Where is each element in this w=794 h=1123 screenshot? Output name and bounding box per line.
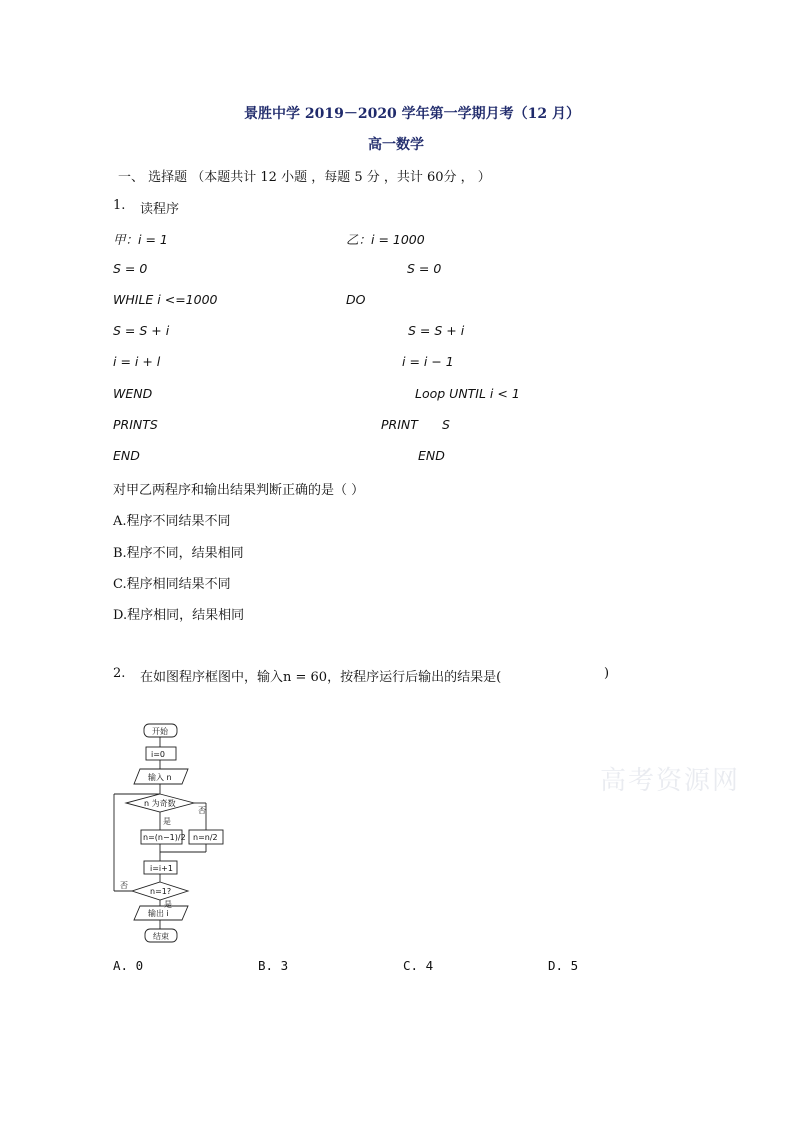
q1-right-code-line: S = S + i — [408, 323, 465, 338]
flowchart-odd-label: n=(n−1)/2 — [143, 833, 186, 842]
flowchart-output-label: 输出 i — [148, 909, 169, 918]
q2-prompt: 在如图程序框图中，输入n = 60，按程序运行后输出的结果是( — [140, 670, 502, 685]
watermark: 高考资源网 — [600, 766, 741, 796]
q1-option-d: D.程序相同，结果相同 — [113, 608, 245, 623]
q2-number: 2. — [113, 666, 126, 681]
flowchart-no2-label: 否 — [120, 881, 128, 890]
q1-left-code-line: WEND — [113, 386, 153, 401]
flowchart-even-label: n=n/2 — [193, 833, 218, 842]
q1-option-a: A.程序不同结果不同 — [113, 514, 231, 529]
flowchart-cond1-label: n 为奇数 — [144, 799, 176, 808]
q1-left-code-line: 甲：i = 1 — [113, 232, 168, 247]
q1-number: 1. — [113, 198, 126, 213]
q1-left-code-line: S = S + i — [113, 323, 170, 338]
q2-option-c: C. 4 — [403, 958, 434, 973]
section-heading: 一、 选择题 （本题共计 12 小题 ，每题 5 分 ，共计 60分 ， ） — [118, 170, 491, 185]
q1-option-b: B.程序不同，结果相同 — [113, 546, 244, 561]
q1-right-code-line: i = i − 1 — [402, 354, 454, 369]
q2-option-a: A. 0 — [113, 958, 144, 973]
q2-prompt-close: ) — [604, 666, 610, 681]
flowchart-yes-label: 是 — [163, 817, 171, 826]
q1-left-code-line: i = i + l — [113, 354, 161, 369]
flowchart — [108, 720, 238, 950]
flowchart-cond2-label: n=1? — [150, 887, 172, 896]
flowchart-input-label: 输入 n — [148, 773, 172, 782]
q1-left-code-line: S = 0 — [113, 261, 148, 276]
q1-right-code-line: DO — [346, 292, 366, 307]
flowchart-end-label: 结束 — [153, 932, 169, 941]
q1-left-code-line: WHILE i <=1000 — [113, 292, 218, 307]
q1-right-code-line: S — [442, 417, 450, 432]
q1-question: 对甲乙两程序和输出结果判断正确的是（ ） — [113, 483, 365, 498]
q1-right-code-line: S = 0 — [407, 261, 442, 276]
flowchart-init-label: i=0 — [151, 750, 166, 759]
q2-option-b: B. 3 — [258, 958, 289, 973]
flowchart-incr-label: i=i+1 — [150, 864, 173, 873]
q1-prompt: 读程序 — [140, 202, 180, 217]
flowchart-yes2-label: 是 — [164, 900, 172, 909]
q1-option-c: C.程序相同结果不同 — [113, 577, 231, 592]
q1-right-code-line: 乙：i = 1000 — [346, 232, 425, 247]
q1-right-code-line: END — [418, 448, 445, 463]
flowchart-no-label: 否 — [198, 806, 206, 815]
q1-left-code-line: PRINTS — [113, 417, 158, 432]
flowchart-start-label: 开始 — [152, 727, 168, 736]
q1-right-code-line: Loop UNTIL i < 1 — [415, 386, 520, 401]
q1-left-code-line: END — [113, 448, 140, 463]
exam-title: 景胜中学 2019－2020 学年第一学期月考（12 月） — [244, 106, 581, 122]
q1-right-code-line: PRINT — [381, 417, 418, 432]
exam-subtitle: 高一数学 — [368, 137, 424, 153]
q2-option-d: D. 5 — [548, 958, 579, 973]
